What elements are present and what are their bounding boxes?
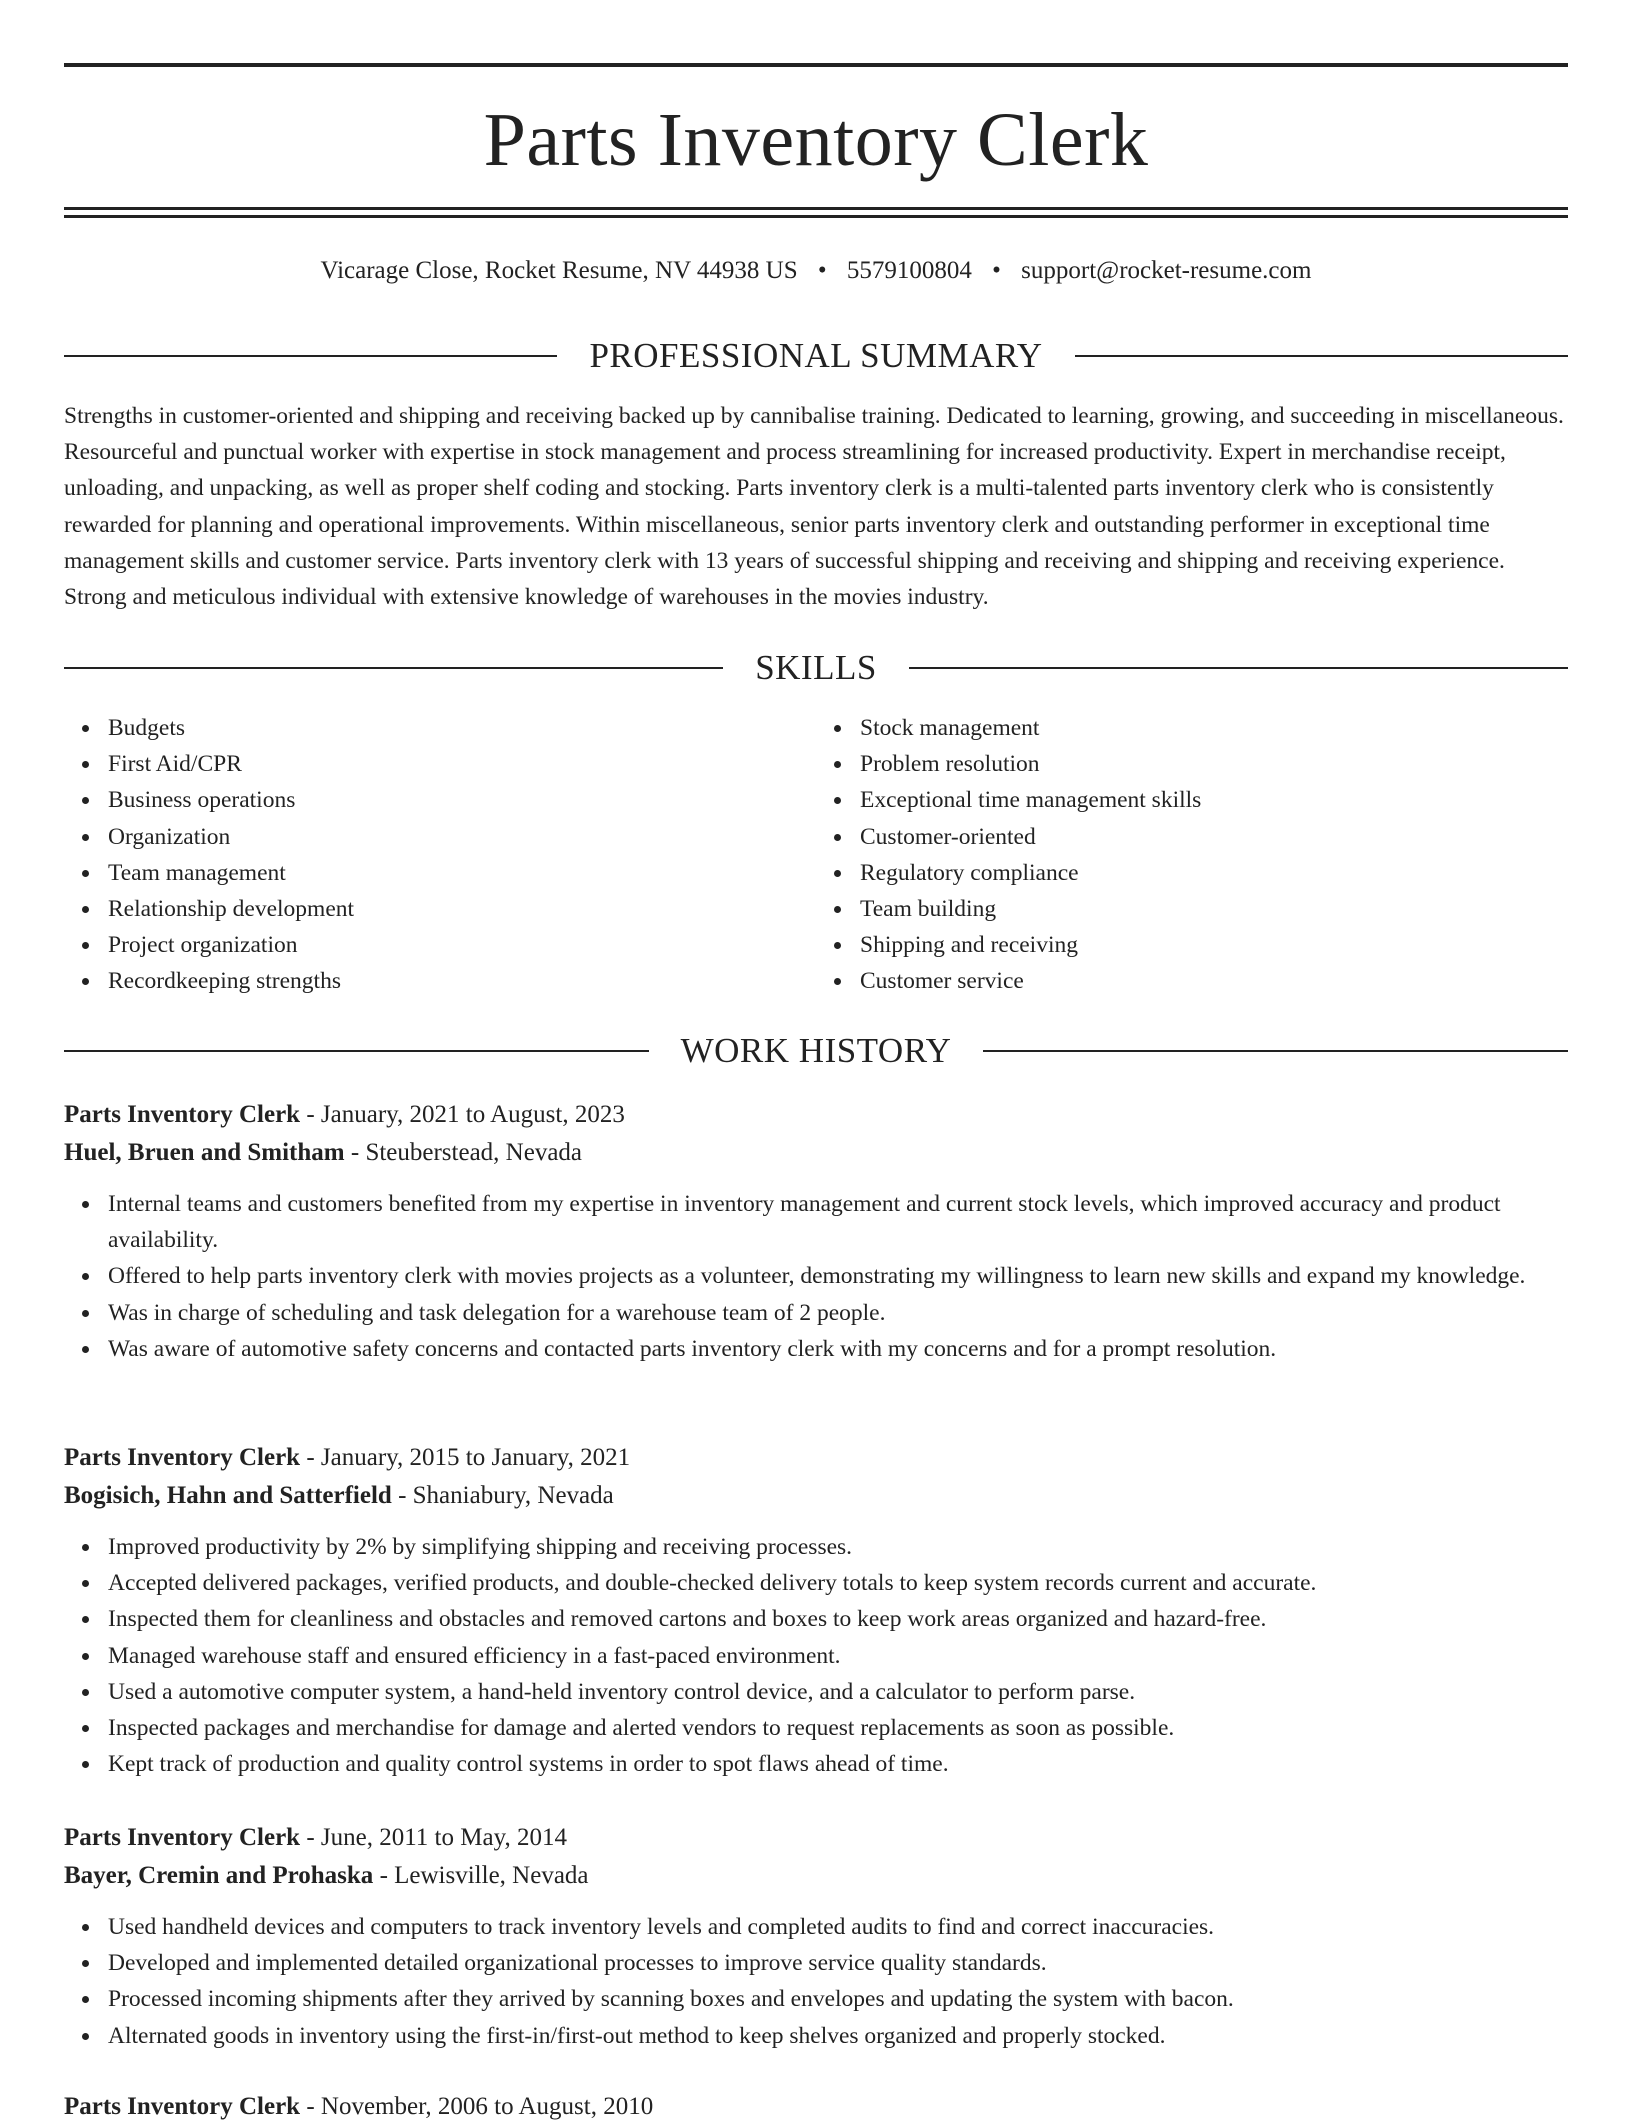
job-company-line — [64, 1857, 1568, 1895]
contact-email: support@rocket-resume.com — [1021, 257, 1312, 284]
skill-item: Organization — [108, 819, 816, 855]
job-company: Huel, Bruen and Smitham — [64, 1139, 345, 1166]
summary-heading: PROFESSIONAL SUMMARY — [589, 336, 1043, 375]
job-duties-list — [64, 1186, 1568, 1367]
job-duty-item: Was aware of automotive safety concerns and contacted parts inventory clerk with my concerns and for a prompt resolution. — [108, 1331, 1568, 1367]
job-duties-list — [64, 1909, 1568, 2054]
job-title: Parts Inventory Clerk — [64, 1101, 301, 1128]
contact-address: Vicarage Close, Rocket Resume, NV 44938 US — [320, 257, 798, 284]
job-dash: - — [300, 1101, 321, 1128]
job-duty-item: Used handheld devices and computers to track inventory levels and completed audits to find and correct inaccuracies. — [108, 1909, 1568, 1945]
job-dash: - — [300, 2093, 321, 2120]
double-rule-upper — [64, 207, 1568, 210]
contact-line — [64, 254, 1568, 288]
skill-item: Team management — [108, 855, 816, 891]
job-duty-item: Alternated goods in inventory using the first-in/first-out method to keep shelves organized and properly stocked. — [108, 2018, 1568, 2054]
job-dash: - — [300, 1444, 321, 1471]
skills-list-right — [816, 710, 1568, 1000]
job-company: Bayer, Cremin and Prohaska — [64, 1862, 374, 1889]
skills-heading: SKILLS — [755, 648, 877, 687]
job-duties-list — [64, 1529, 1568, 1782]
skill-item: Project organization — [108, 927, 816, 963]
job-entry — [64, 1819, 1568, 2054]
job-title: Parts Inventory Clerk — [64, 1444, 301, 1471]
job-duty-item: Developed and implemented detailed organizational processes to improve service quality standards. — [108, 1945, 1568, 1981]
skill-item: Problem resolution — [860, 746, 1568, 782]
job-title: Parts Inventory Clerk — [64, 1824, 301, 1851]
skill-item: Customer service — [860, 963, 1568, 999]
heading-rule-right — [983, 1050, 1568, 1052]
job-company: Bogisich, Hahn and Satterfield — [64, 1482, 392, 1509]
job-company-line — [64, 1477, 1568, 1515]
job-duty-item: Inspected packages and merchandise for damage and alerted vendors to request replacements as soon as possible. — [108, 1710, 1568, 1746]
job-title-line — [64, 2088, 1568, 2126]
job-location: Shaniabury, Nevada — [412, 1482, 614, 1509]
job-entry — [64, 2088, 1568, 2126]
contact-separator: • — [817, 257, 827, 284]
job-duty-item: Improved productivity by 2% by simplifying shipping and receiving processes. — [108, 1529, 1568, 1565]
job-duty-item: Kept track of production and quality control systems in order to spot flaws ahead of time. — [108, 1746, 1568, 1782]
skill-item: Regulatory compliance — [860, 855, 1568, 891]
job-duty-item: Accepted delivered packages, verified products, and double-checked delivery totals to keep system records current and accurate. — [108, 1565, 1568, 1601]
skill-item: Customer-oriented — [860, 819, 1568, 855]
job-dash: - — [391, 1482, 413, 1509]
summary-text: Strengths in customer-oriented and shipping and receiving backed up by cannibalise training. Dedicated to learning, growing, and succeeding in miscellaneous. Resourceful and punctual worker with expertise in stock management and process streamlining for increased productivity. Expert in merchandise receipt, unloading, and unpacking, as well as proper shelf coding and stocking. Parts inventory clerk is a multi-talented parts inventory clerk who is consistently rewarded for planning and operational improvements. Within miscellaneous, senior parts inventory clerk and outstanding performer in exceptional time management skills and customer service. Parts inventory clerk with 13 years of successful shipping and receiving and shipping and receiving experience. Strong and meticulous individual with extensive knowledge of warehouses in the movies industry. — [64, 403, 1564, 611]
job-title-line — [64, 1439, 1568, 1477]
job-company-line — [64, 1134, 1568, 1172]
skills-columns — [64, 710, 1568, 1000]
job-duty-item: Processed incoming shipments after they arrived by scanning boxes and envelopes and updating the system with bacon. — [108, 1981, 1568, 2017]
heading-rule-right — [909, 667, 1568, 669]
job-duty-item: Was in charge of scheduling and task delegation for a warehouse team of 2 people. — [108, 1295, 1568, 1331]
skill-item: Stock management — [860, 710, 1568, 746]
skills-section-heading — [64, 647, 1568, 689]
resume-name: Parts Inventory Clerk — [483, 98, 1149, 182]
heading-rule-left — [64, 355, 557, 357]
job-duty-item: Offered to help parts inventory clerk with movies projects as a volunteer, demonstrating my willingness to learn new skills and expand my knowledge. — [108, 1258, 1568, 1294]
contact-separator: • — [992, 257, 1001, 284]
skill-item: Exceptional time management skills — [860, 782, 1568, 818]
job-dates: January, 2021 to August, 2023 — [320, 1101, 625, 1128]
skill-item: Relationship development — [108, 891, 816, 927]
summary-section-heading — [64, 335, 1568, 377]
job-title-line — [64, 1096, 1568, 1134]
double-rule-lower — [64, 215, 1568, 218]
job-duty-item: Managed warehouse staff and ensured efficiency in a fast-paced environment. — [108, 1638, 1568, 1674]
heading-rule-left — [64, 1050, 649, 1052]
job-duty-item: Used a automotive computer system, a hand-held inventory control device, and a calculator to perform parse. — [108, 1674, 1568, 1710]
job-entry — [64, 1439, 1568, 1782]
heading-rule-right — [1075, 355, 1568, 357]
skill-item: Budgets — [108, 710, 816, 746]
skill-item: First Aid/CPR — [108, 746, 816, 782]
job-dates: January, 2015 to January, 2021 — [320, 1444, 631, 1471]
job-duty-item: Internal teams and customers benefited from my expertise in inventory management and current stock levels, which improved accuracy and product availability. — [108, 1186, 1568, 1258]
job-dash: - — [300, 1824, 321, 1851]
work-heading: WORK HISTORY — [680, 1031, 952, 1070]
top-rule — [64, 63, 1568, 67]
heading-rule-left — [64, 667, 723, 669]
job-title-line — [64, 1819, 1568, 1857]
job-dash: - — [344, 1139, 366, 1166]
job-location: Steuberstead, Nevada — [365, 1139, 583, 1166]
skill-item: Recordkeeping strengths — [108, 963, 816, 999]
job-dates: November, 2006 to August, 2010 — [320, 2093, 654, 2120]
skill-item: Business operations — [108, 782, 816, 818]
job-location: Lewisville, Nevada — [394, 1862, 589, 1889]
job-title: Parts Inventory Clerk — [64, 2093, 301, 2120]
job-dash: - — [373, 1862, 395, 1889]
contact-phone: 5579100804 — [846, 257, 972, 284]
skills-list-left — [64, 710, 816, 1000]
skill-item: Team building — [860, 891, 1568, 927]
skill-item: Shipping and receiving — [860, 927, 1568, 963]
job-dates: June, 2011 to May, 2014 — [320, 1824, 567, 1851]
work-section-heading — [64, 1030, 1568, 1072]
job-entry — [64, 1096, 1568, 1367]
job-duty-item: Inspected them for cleanliness and obstacles and removed cartons and boxes to keep work areas organized and hazard-free. — [108, 1601, 1568, 1637]
